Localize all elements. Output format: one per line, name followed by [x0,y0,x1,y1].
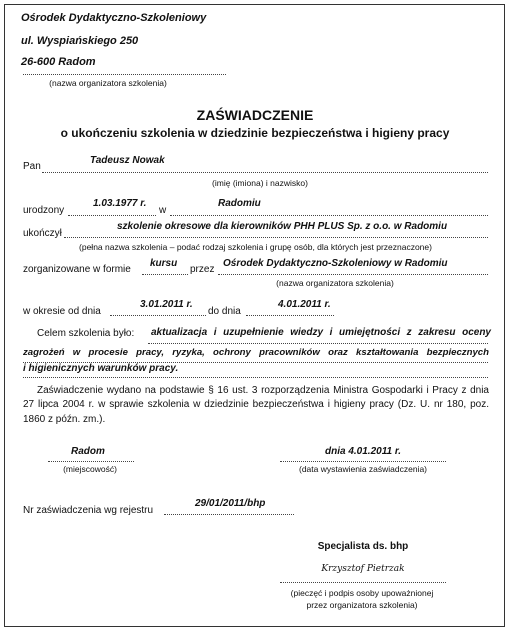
issue-place-dotted-line [48,461,134,462]
organized-caption: (nazwa organizatora szkolenia) [276,278,394,288]
period-to-label: do dnia [208,306,241,317]
goal-line-3: i higienicznych warunków pracy. [23,363,179,374]
period-from-dotted-line [110,315,206,316]
completed-caption: (pełna nazwa szkolenia – podać rodzaj szkolenia i grupę osób, dla których jest przeznaczone) [79,242,432,252]
issue-date-dotted-line [280,461,446,462]
organized-form: kursu [150,258,178,269]
legal-text: Zaświadczenie wydano na podstawie § 16 ust. 3 rozporządzenia Ministra Gospodarki i Pracy z dnia 27 lipca 2004 r. w sprawie szkolenia w dziedzinie bezpieczeństwa i higieny pracy (Dz. U. nr 180, poz. 1860 z późn. zm.). [23,385,489,425]
register-label: Nr zaświadczenia wg rejestru [23,505,154,516]
organizer-name: Ośrodek Dydaktyczno-Szkoleniowy [21,12,207,24]
birth-date: 1.03.1977 r. [93,198,147,209]
birth-date-dotted-line [68,215,156,216]
organized-label: zorganizowane w formie [23,264,131,275]
organized-by-label: przez [190,264,215,275]
signature-dotted-line [280,582,446,583]
organized-form-dotted-line [142,274,188,275]
document-subtitle: o ukończeniu szkolenia w dziedzinie bezpieczeństwa i higieny pracy [60,126,450,140]
issue-date: dnia 4.01.2011 r. [325,446,401,457]
completed-dotted-line [64,237,488,238]
goal-label: Celem szkolenia było: [37,328,135,339]
organizer-dotted-line [23,74,226,75]
goal-line-2: zagrożeń w procesie pracy, ryzyka, ochrony pracowników oraz kształtowania bezpiecznych [23,347,489,358]
person-caption: (imię (imiona) i nazwisko) [212,178,308,188]
register-dotted-line [164,514,294,515]
birth-place-dotted-line [170,215,488,216]
birth-place: Radomiu [218,198,261,209]
goal-dotted-line-3 [23,377,488,378]
person-value: Tadeusz Nowak [90,155,165,166]
organizer-caption: (nazwa organizatora szkolenia) [49,78,167,88]
issue-date-caption: (data wystawienia zaświadczenia) [298,464,428,474]
birth-label: urodzony [23,205,65,216]
goal-line-1: aktualizacja i uzupełnienie wiedzy i umiejętności z zakresu oceny [151,327,491,338]
issue-place-caption: (miejscowość) [63,464,117,474]
completed-label: ukończył [23,228,62,239]
period-to-dotted-line [246,315,334,316]
birth-in-label: w [159,205,167,216]
period-from-label: w okresie od dnia [23,306,101,317]
person-dotted-line [42,172,488,173]
period-to: 4.01.2011 r. [278,299,331,310]
organizer-street: ul. Wyspiańskiego 250 [21,35,139,47]
signature: Krzysztof Pietrzak [321,564,405,574]
period-from: 3.01.2011 r. [140,299,193,310]
signer-title: Specjalista ds. bhp [317,541,409,552]
register-value: 29/01/2011/bhp [195,498,266,509]
signer-caption-2: przez organizatora szkolenia) [306,600,418,610]
organized-by: Ośrodek Dydaktyczno-Szkoleniowy w Radomiu [223,258,448,269]
goal-dotted-line-1 [148,343,488,344]
organizer-city: 26-600 Radom [21,56,96,68]
completed-value: szkolenie okresowe dla kierowników PHH PLUS Sp. z o.o. w Radomiu [117,221,448,232]
person-label: Pan [23,161,41,172]
document-title: ZAŚWIADCZENIE [196,107,314,123]
organized-by-dotted-line [218,274,488,275]
issue-place: Radom [71,446,105,457]
signer-caption-1: (pieczęć i podpis osoby upoważnionej [290,588,434,598]
